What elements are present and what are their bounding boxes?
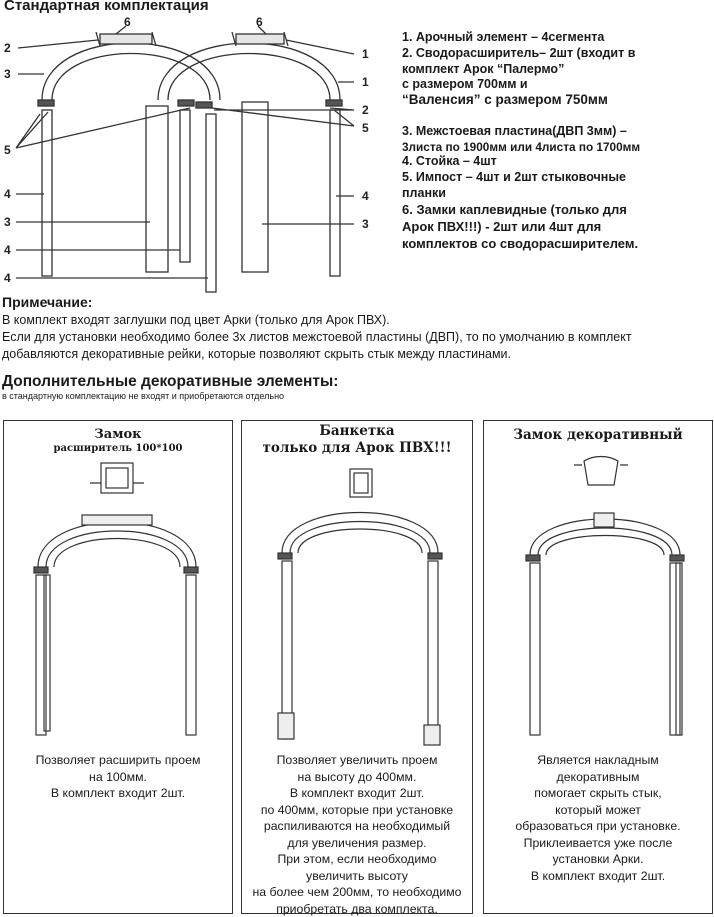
list-item: 3листа по 1900мм или 4листа по 1700мм <box>402 140 641 154</box>
svg-text:3: 3 <box>362 217 369 231</box>
box-description: Является накладным декоративным помогает скрыть стык, который может образоваться при установке. Приклеивается уже после установки Арки. В комплект входит 2шт. <box>515 753 681 883</box>
list-item: 5. Импост – 4шт и 2шт стыковочные <box>402 170 626 184</box>
post-left <box>42 110 52 276</box>
box-decorative-lock: Замок декоративный Является накладным декоративным помогает скрыть стык, который может образоваться при установке. Приклеивается уже после установки Арки. В комплект входит 2шт. <box>483 420 713 914</box>
svg-text:2: 2 <box>362 103 369 117</box>
list-item: комплект Арок “Палермо” <box>402 62 565 76</box>
svg-text:1: 1 <box>362 75 369 89</box>
svg-text:5: 5 <box>4 143 11 157</box>
box-banketka: Банкетка только для Арок ПВХ!!! Позволяет увеличить проем на высоту до 400мм. В комплект входит 2шт. по 400мм, которые при установке распиливаются на необходимый для увеличения размер. При этом, если необходимо увеличить высоту на более чем 200мм, то необходимо приобретать два комплекта. <box>241 420 473 914</box>
expander-left <box>100 34 152 44</box>
svg-text:4: 4 <box>362 189 369 203</box>
decorative-lock-illustration <box>484 451 712 751</box>
expander-arch-illustration <box>4 457 232 747</box>
svg-text:3: 3 <box>4 215 11 229</box>
svg-text:4: 4 <box>4 271 11 285</box>
list-item: с размером 700мм и <box>402 77 528 91</box>
svg-text:4: 4 <box>4 243 11 257</box>
list-item: 6. Замки каплевидные (только для <box>402 202 627 217</box>
svg-text:3: 3 <box>4 67 11 81</box>
list-item: комплектов со сводорасширителем. <box>402 236 639 251</box>
plate-left <box>146 106 168 272</box>
callout-2-left: 2 <box>4 41 11 55</box>
arch-diagram <box>0 14 400 294</box>
svg-text:4: 4 <box>4 187 11 201</box>
list-item: планки <box>402 186 446 200</box>
expander-right <box>236 34 284 44</box>
list-item: 3. Межстоевая пластина(ДВП 3мм) – <box>402 124 627 138</box>
plate-right <box>242 102 268 272</box>
svg-text:1: 1 <box>362 47 369 61</box>
note-title: Примечание: <box>2 294 93 310</box>
list-item: Арок ПВХ!!!) - 2шт или 4шт для <box>402 219 602 234</box>
extras-subheading: в стандартную комплектацию не входят и приобретаются отдельно <box>2 391 285 401</box>
list-item: 1. Арочный элемент – 4сегмента <box>402 30 605 44</box>
banketka-arch-illustration <box>242 465 472 755</box>
list-item: 2. Сводорасширитель– 2шт (входит в <box>402 46 636 60</box>
box-lock-expander: Замок расширитель 100*100 Позволяет расширить проем на 100мм. В комплект входит 2шт. <box>3 420 233 914</box>
svg-text:6: 6 <box>256 15 263 29</box>
page-title: Стандартная комплектация <box>4 0 209 14</box>
note-text: В комплект входят заглушки под цвет Арки (только для Арок ПВХ). Если для установки необходимо более 3х листов межстоевой пластины (ДВП), то по умолчанию в комплект добавляются декоративные рейки, которые позволяют скрыть стык между пластинами. <box>2 313 632 361</box>
svg-text:5: 5 <box>362 121 369 135</box>
svg-text:6: 6 <box>124 15 131 29</box>
arch-segment-outer-left <box>42 43 220 100</box>
list-item: 4. Стойка – 4шт <box>402 154 497 168</box>
post-right <box>330 110 340 276</box>
extras-heading: Дополнительные декоративные элементы: <box>2 373 339 390</box>
box-description: Позволяет расширить проем на 100мм. В комплект входит 2шт. <box>35 753 201 800</box>
list-item: “Валенсия” с размером 750мм <box>402 92 608 107</box>
box-description: Позволяет увеличить проем на высоту до 400мм. В комплект входит 2шт. по 400мм, которые при установке распиливаются на необходимый для увеличения размер. При этом, если необходимо увеличить высоту на более чем 200мм, то необходимо приобретать два комплекта. <box>252 753 462 916</box>
